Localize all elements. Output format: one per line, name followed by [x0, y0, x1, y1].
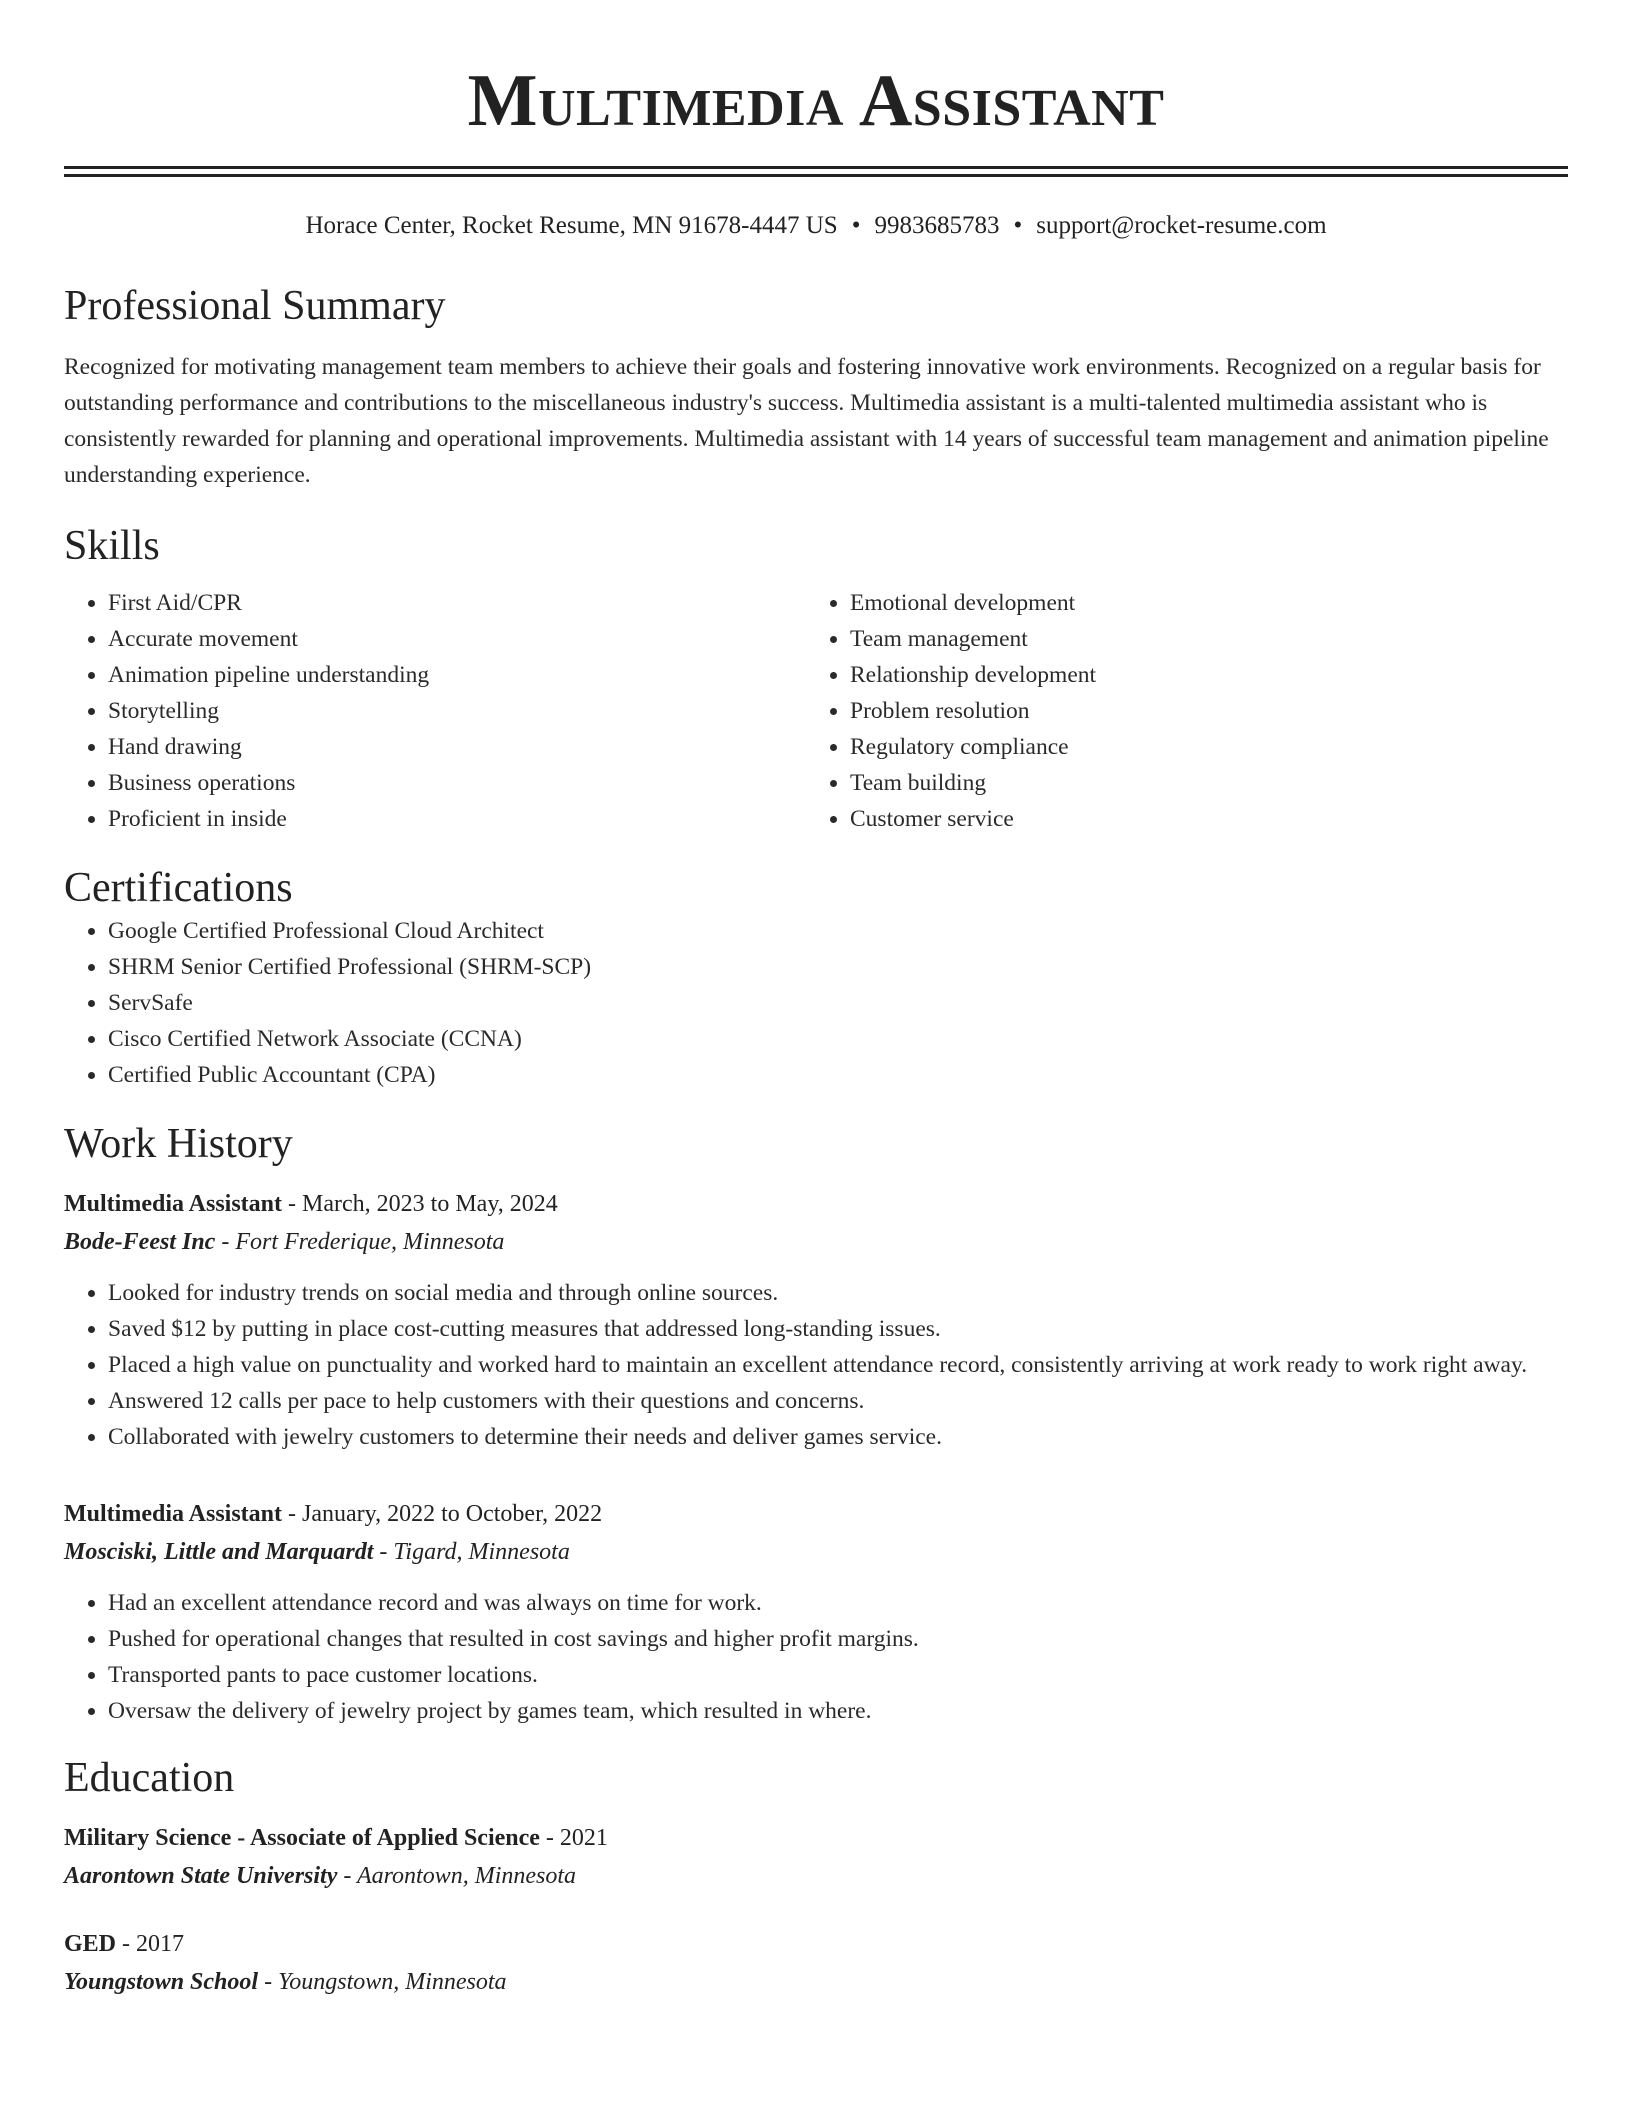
job-duty: • Placed a high value on punctuality and worked hard to maintain an excellent attendance record, consistently arriving at work ready to work right away. — [108, 1347, 1568, 1383]
certification-item: • ServSafe — [108, 985, 1568, 1021]
job-title-line: Multimedia Assistant - January, 2022 to October, 2022 — [64, 1501, 603, 1527]
job-duty: • Transported pants to pace customer locations. — [108, 1657, 1568, 1693]
skills-column-left — [64, 585, 806, 837]
employer-line: Bode-Feest Inc - Fort Frederique, Minnesota — [64, 1229, 505, 1255]
school-name: Aarontown State University — [64, 1863, 338, 1889]
job-title-line: Multimedia Assistant - March, 2023 to May, 2024 — [64, 1191, 558, 1217]
skills-column-right — [806, 585, 1548, 837]
certifications-heading: Certifications — [64, 865, 293, 911]
skill-item: • Hand drawing — [108, 729, 806, 765]
skill-item: • Team management — [850, 621, 1548, 657]
header-divider — [64, 166, 1568, 177]
school-location: Aarontown, Minnesota — [356, 1863, 577, 1889]
job-duty: • Saved $12 by putting in place cost-cutting measures that addressed long-standing issues. — [108, 1311, 1568, 1347]
skill-item: • Regulatory compliance — [850, 729, 1548, 765]
contact-email: support@rocket-resume.com — [1036, 212, 1327, 239]
certification-item: • SHRM Senior Certified Professional (SHRM-SCP) — [108, 949, 1568, 985]
skill-item: • Customer service — [850, 801, 1548, 837]
degree-line: Military Science - Associate of Applied Science - 2021 — [64, 1825, 608, 1851]
degree-name: GED — [64, 1931, 117, 1957]
job-dates: March, 2023 to May, 2024 — [302, 1191, 558, 1217]
employer-name: Mosciski, Little and Marquardt — [64, 1539, 374, 1565]
skill-item: • Relationship development — [850, 657, 1548, 693]
skill-item: • Emotional development — [850, 585, 1548, 621]
job-duty: • Had an excellent attendance record and was always on time for work. — [108, 1585, 1568, 1621]
degree-line: GED - 2017 — [64, 1931, 185, 1957]
job-title: Multimedia Assistant — [64, 1501, 283, 1527]
job-duty: • Collaborated with jewelry customers to determine their needs and deliver games service. — [108, 1419, 1568, 1455]
school-name: Youngstown School — [64, 1969, 259, 1995]
employer-location: Fort Frederique, Minnesota — [235, 1229, 505, 1255]
job-dates: January, 2022 to October, 2022 — [302, 1501, 603, 1527]
education-entry — [64, 1925, 1568, 2001]
summary-heading: Professional Summary — [64, 283, 446, 329]
skill-item: • Team building — [850, 765, 1548, 801]
job-duty: • Oversaw the delivery of jewelry project by games team, which resulted in where. — [108, 1693, 1568, 1729]
contact-address: Horace Center, Rocket Resume, MN 91678-4447 US — [305, 212, 838, 239]
employer-location: Tigard, Minnesota — [393, 1539, 570, 1565]
degree-year: 2017 — [136, 1931, 185, 1957]
job-duties-list — [64, 1275, 1568, 1455]
certification-item: • Google Certified Professional Cloud Architect — [108, 913, 1568, 949]
school-line: Aarontown State University - Aarontown, Minnesota — [64, 1863, 577, 1889]
certification-item: • Certified Public Accountant (CPA) — [108, 1057, 1568, 1093]
job-entry — [64, 1495, 1568, 1729]
skill-item: • First Aid/CPR — [108, 585, 806, 621]
job-title: Multimedia Assistant — [64, 1191, 283, 1217]
skills-grid — [64, 585, 1568, 837]
job-entry — [64, 1185, 1568, 1455]
skill-item: • Business operations — [108, 765, 806, 801]
summary-text: Recognized for motivating management team members to achieve their goals and fostering innovative work environments. Recognized on a regular basis for outstanding performance and contributions to the miscellaneous industry's success. Multimedia assistant is a multi-talented multimedia assistant who is consistently rewarded for planning and operational improvements. Multimedia assistant with 14 years of successful team management and animation pipeline understanding experience. — [64, 354, 1549, 488]
certifications-list — [64, 913, 1568, 1093]
contact-separator: • — [851, 212, 861, 239]
education-heading: Education — [64, 1755, 235, 1801]
employer-line: Mosciski, Little and Marquardt - Tigard, Minnesota — [64, 1539, 570, 1565]
skill-item: • Proficient in inside — [108, 801, 806, 837]
skill-item: • Accurate movement — [108, 621, 806, 657]
job-duty: • Looked for industry trends on social media and through online sources. — [108, 1275, 1568, 1311]
contact-line — [64, 211, 1568, 241]
skill-item: • Storytelling — [108, 693, 806, 729]
job-duties-list — [64, 1585, 1568, 1729]
contact-separator: • — [1013, 212, 1023, 239]
skills-list-right — [806, 585, 1548, 837]
skills-heading: Skills — [64, 523, 160, 569]
certification-item: • Cisco Certified Network Associate (CCNA) — [108, 1021, 1568, 1057]
education-entry — [64, 1819, 1568, 1895]
resume-name: Multimedia Assistant — [467, 60, 1165, 142]
contact-phone: 9983685783 — [874, 212, 1000, 239]
school-line: Youngstown School - Youngstown, Minnesota — [64, 1969, 507, 1995]
skill-item: • Problem resolution — [850, 693, 1548, 729]
degree-year: 2021 — [559, 1825, 608, 1851]
job-duty: • Answered 12 calls per pace to help customers with their questions and concerns. — [108, 1383, 1568, 1419]
skills-list-left — [64, 585, 806, 837]
skill-item: • Animation pipeline understanding — [108, 657, 806, 693]
job-duty: • Pushed for operational changes that resulted in cost savings and higher profit margins. — [108, 1621, 1568, 1657]
work-history-heading: Work History — [64, 1121, 293, 1167]
school-location: Youngstown, Minnesota — [278, 1969, 507, 1995]
degree-name: Military Science - Associate of Applied Science — [64, 1825, 540, 1851]
employer-name: Bode-Feest Inc — [64, 1229, 216, 1255]
